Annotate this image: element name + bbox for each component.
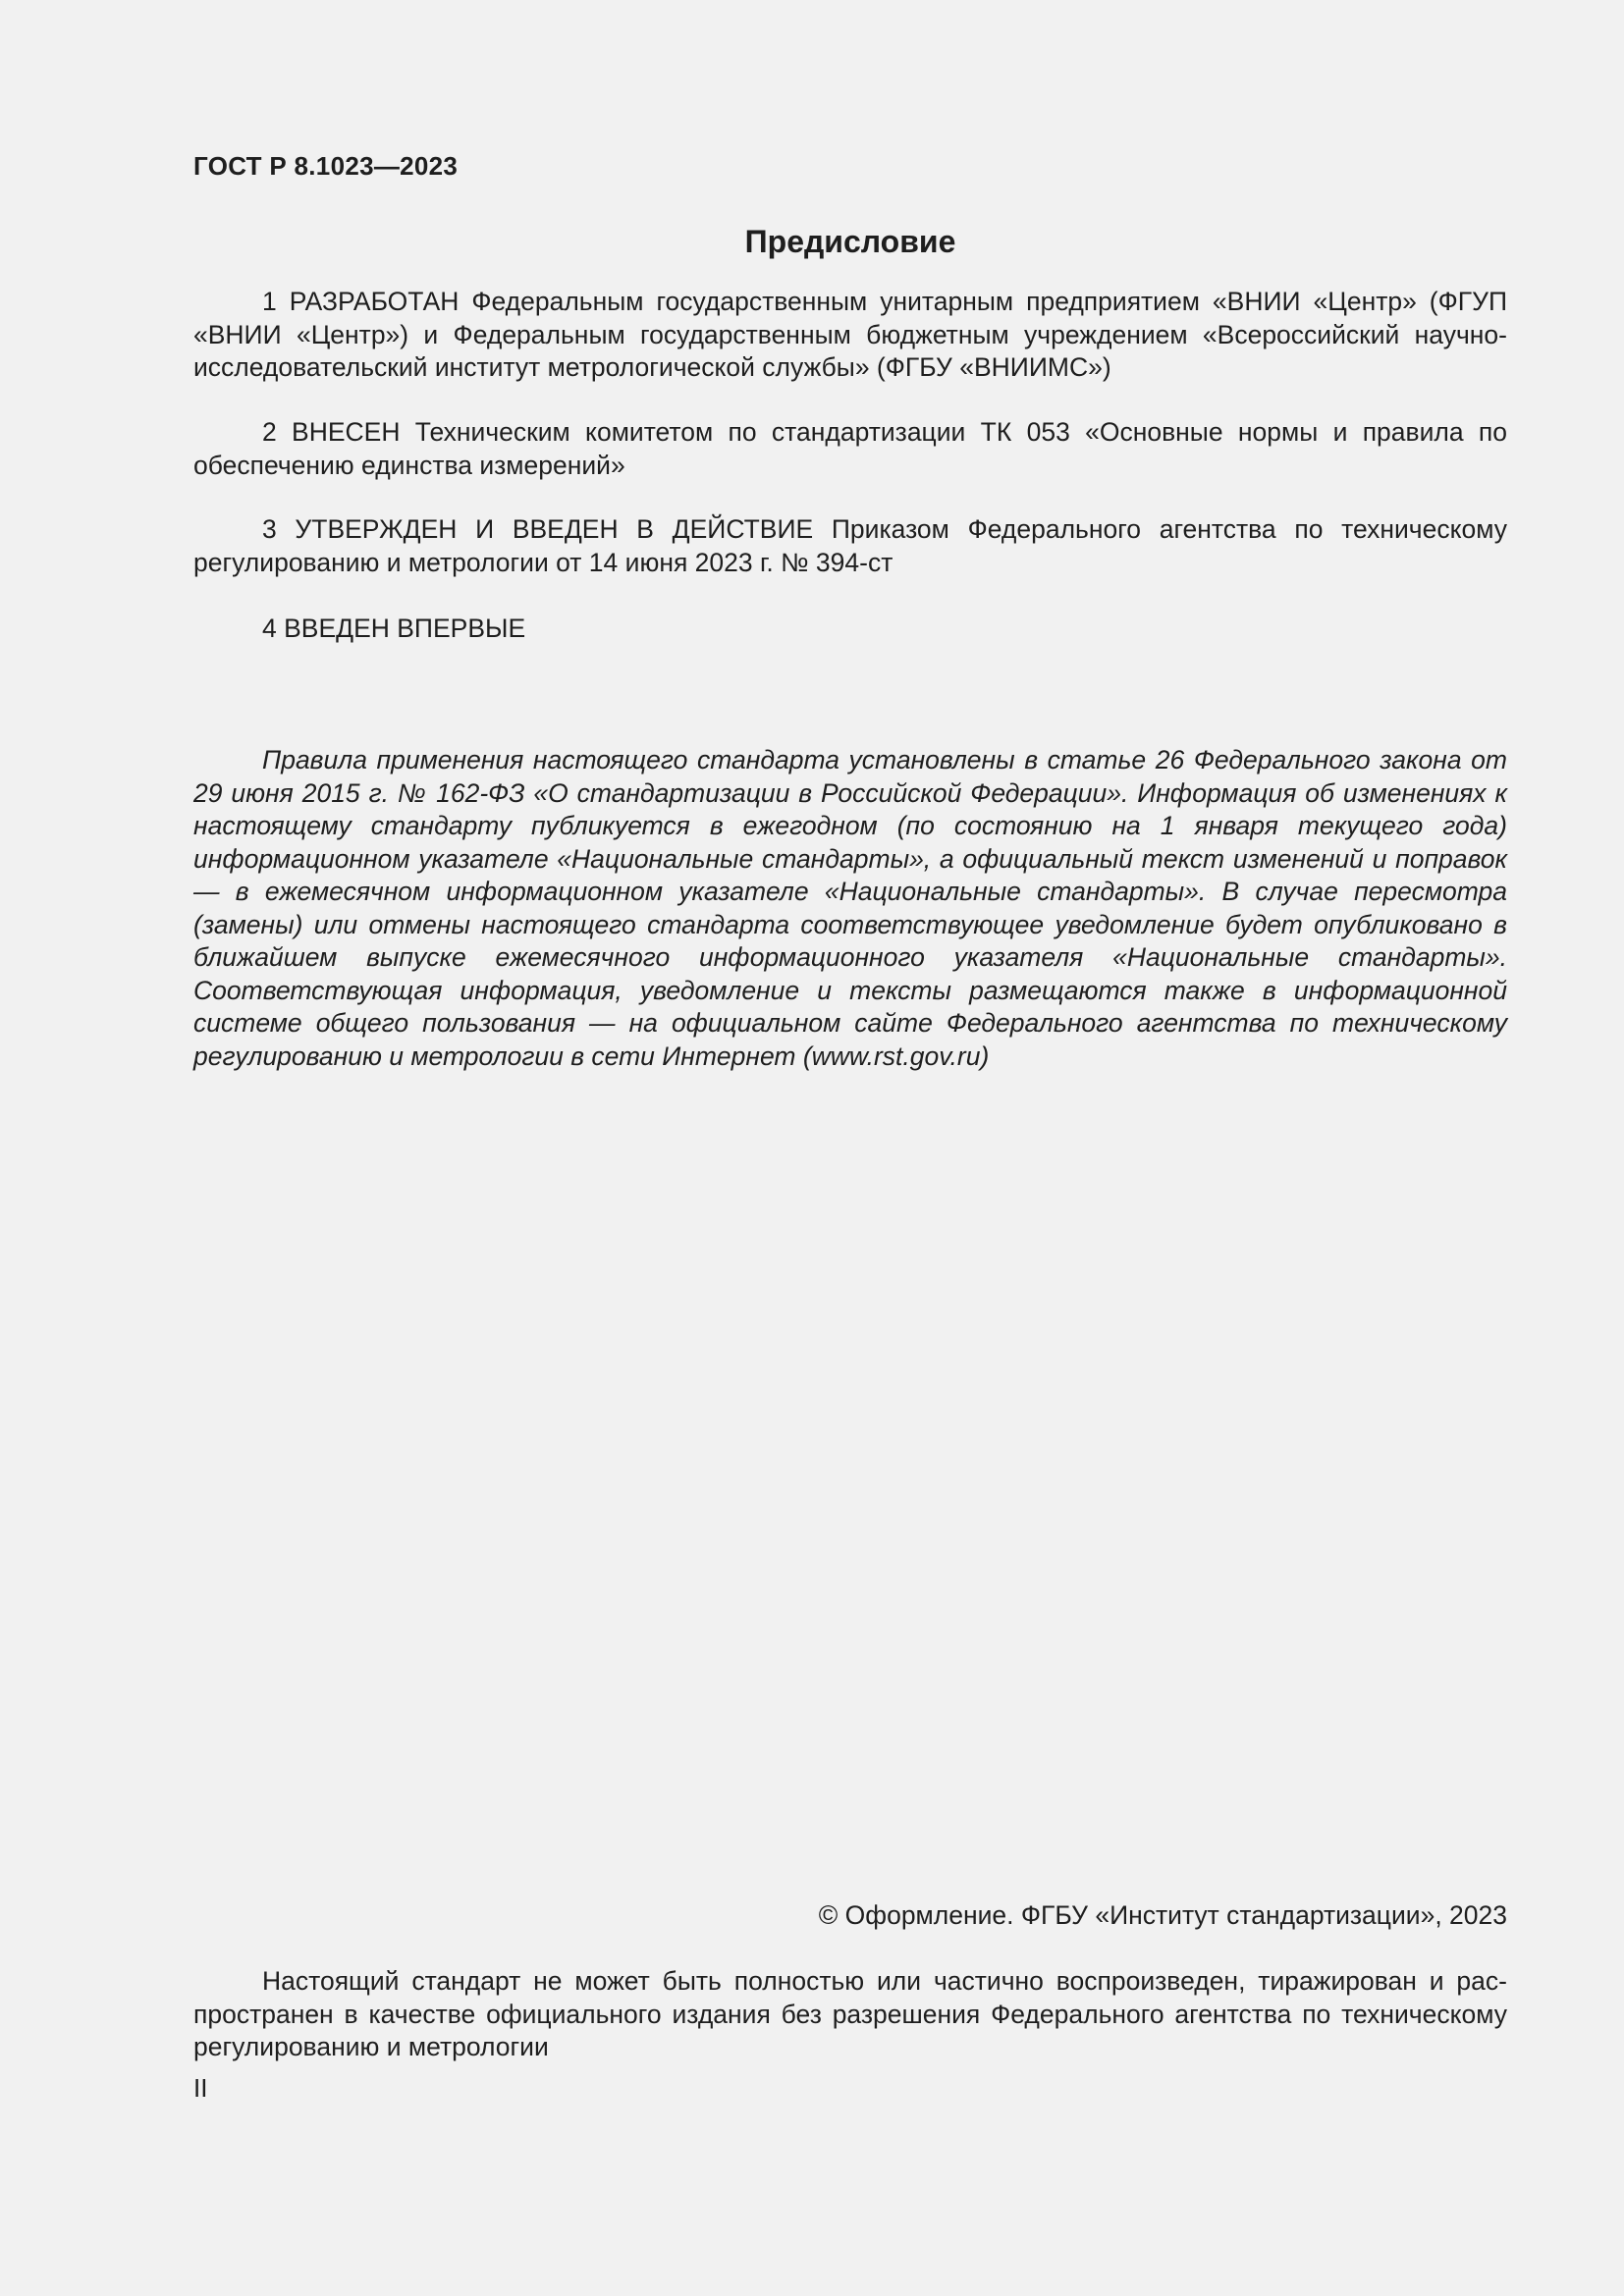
- reproduction-notice: Настоящий стандарт не может быть полностью или частично воспроизведен, тиражирован и распространен в качестве официального издания без разрешения Федерального агентства по техническому регулированию и метрологии: [193, 1966, 1507, 2061]
- preface-item-first-introduced: 4 ВВЕДЕН ВПЕРВЫЕ: [262, 614, 526, 643]
- copyright-line: © Оформление. ФГБУ «Институт стандартизации», 2023: [818, 1900, 1507, 1930]
- page-title: Предисловие: [744, 224, 956, 259]
- preface-item-developed: 1 РАЗРАБОТАН Федеральным государственным унитарным предприятием «ВНИИ «Центр» (ФГУП «ВНИИ «Центр») и Федеральным государственным бюджетным учреждением «Всероссийский научно-исследовательский институт метрологической службы» (ФГБУ «ВНИИМС»): [193, 287, 1507, 382]
- preface-item-approved: 3 УТВЕРЖДЕН И ВВЕДЕН В ДЕЙСТВИЕ Приказом Федерального агентства по техническому регулированию и метрологии от 14 июня 2023 г. № 394-ст: [193, 514, 1507, 577]
- application-rules-paragraph: Правила применения настоящего стандарта установлены в статье 26 Федерального закона от 29 июня 2015 г. № 162-ФЗ «О стандартизации в Российской Федерации». Информация об изменениях к настоящему стандарту публикуется в ежегодном (по состоянию на 1 января текущего года) информационном указателе «Национальные стандарты», а официальный текст изменений и поправок — в ежемесячном информационном указателе «Национальные стандарты». В случае пересмотра (замены) или отмены настоящего стандарта соответствующее уведомление будет опубликовано в ближайшем выпуске ежемесячного информационного указателя «Национальные стандарты». Соответствующая информация, уведомление и тексты размещаются также в информационной системе общего пользования — на официальном сайте Федерального агентства по техническому регулированию и метрологии в сети Интернет (www.rst.gov.ru): [193, 745, 1507, 1071]
- page-number: II: [193, 2073, 208, 2103]
- document-code: ГОСТ Р 8.1023—2023: [193, 151, 459, 181]
- preface-item-introduced: 2 ВНЕСЕН Техническим комитетом по стандартизации ТК 053 «Основные нормы и правила по обеспечению единства измерений»: [193, 417, 1507, 480]
